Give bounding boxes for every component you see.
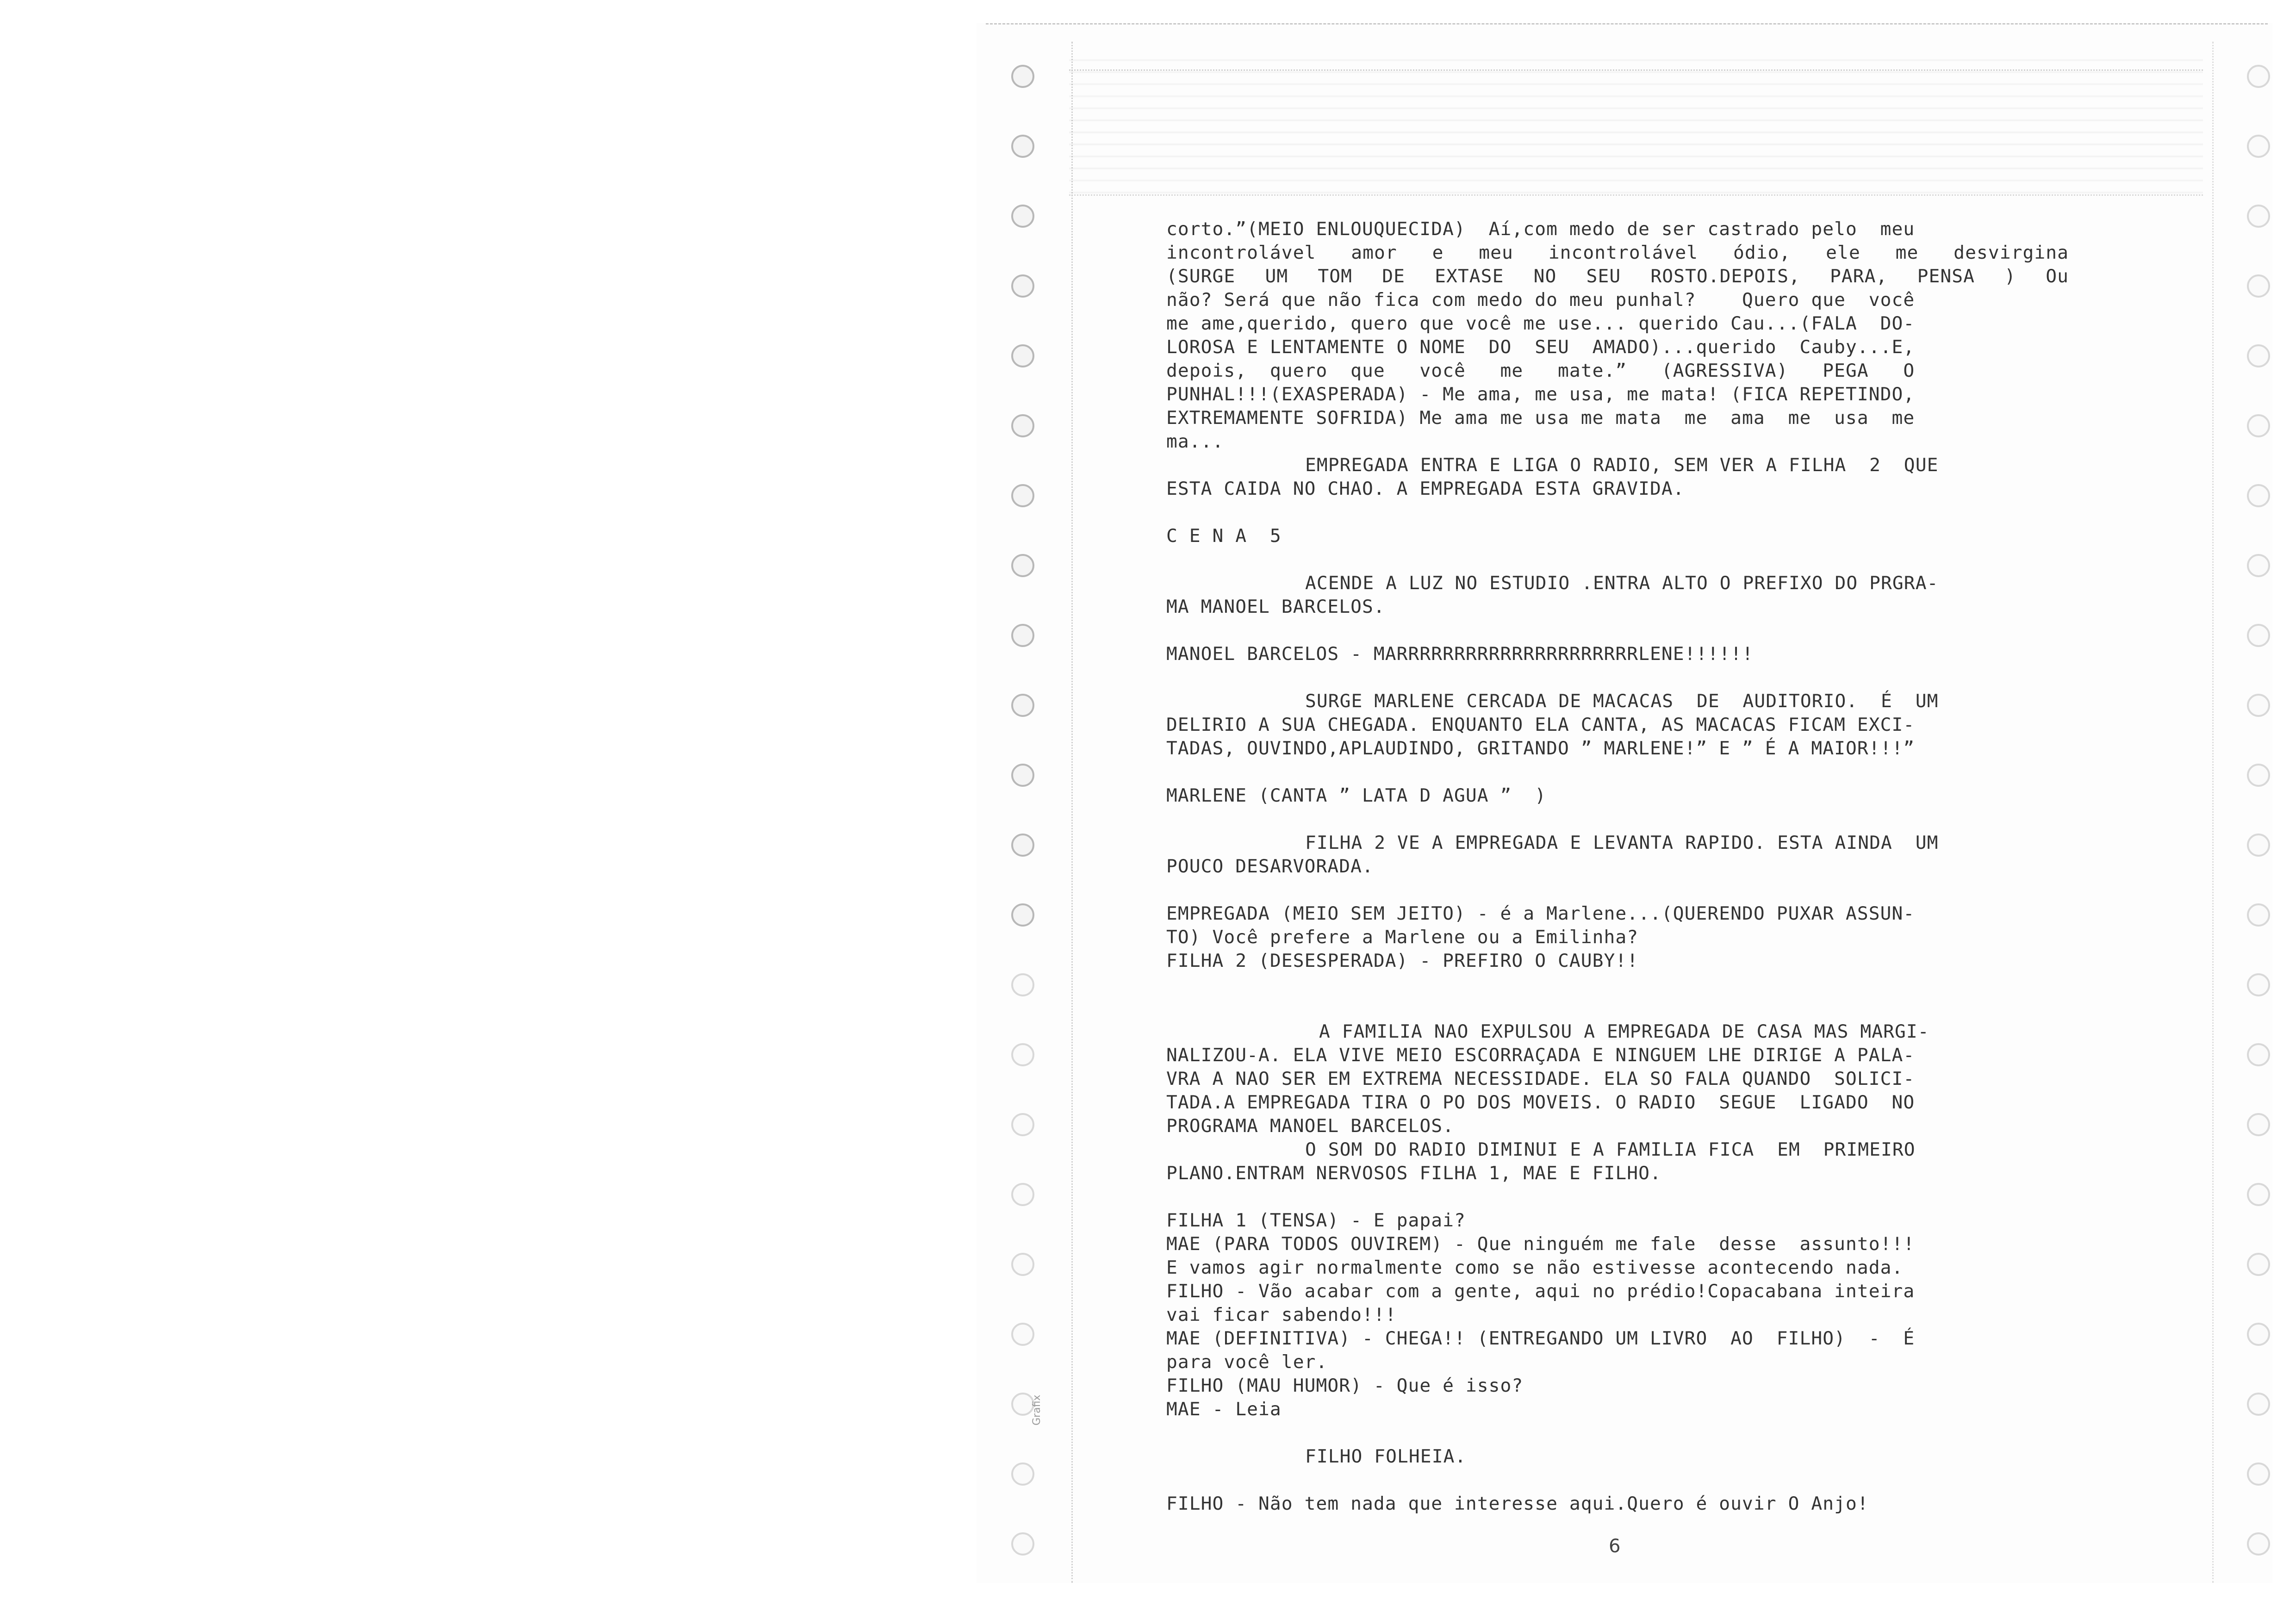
dialogue-line: FILHA 2 (DESESPERADA) - PREFIRO O CAUBY!! [1166, 950, 1639, 971]
tractor-hole [2247, 1253, 2270, 1276]
tractor-hole [2247, 1462, 2270, 1486]
stage-direction: MA MANOEL BARCELOS. [1166, 596, 1385, 617]
faded-header-area [1069, 51, 2203, 204]
tractor-strip-right [2212, 42, 2269, 1583]
blank-line [1166, 973, 2069, 996]
tractor-hole [1011, 1183, 1034, 1206]
tractor-hole [1011, 1253, 1034, 1276]
script-line: não? Será que não fica com medo do meu punhal? Quero que você [1166, 289, 1915, 311]
tractor-hole [1011, 1462, 1034, 1486]
tractor-hole [2247, 414, 2270, 437]
tractor-hole [1011, 973, 1034, 996]
tractor-hole [1011, 554, 1034, 577]
tractor-hole [2247, 484, 2270, 507]
tractor-hole [2247, 1393, 2270, 1416]
tractor-hole [2247, 135, 2270, 158]
tractor-hole [1011, 694, 1034, 717]
tractor-hole [2247, 1532, 2270, 1556]
tractor-strip-left [988, 42, 1073, 1583]
tractor-hole [2247, 694, 2270, 717]
blank-line [1166, 996, 2069, 1020]
tractor-hole [2247, 205, 2270, 228]
blank-line [1166, 878, 2069, 902]
blank-line [1166, 619, 2069, 642]
tractor-hole [2247, 1113, 2270, 1136]
tractor-hole [2247, 624, 2270, 647]
script-line: LOROSA E LENTAMENTE O NOME DO SEU AMADO)...querido Cauby...E, [1166, 336, 1915, 358]
stage-direction: TADA.A EMPREGADA TIRA O PO DOS MOVEIS. O RADIO SEGUE LIGADO NO [1166, 1092, 1915, 1113]
tractor-hole [2247, 344, 2270, 367]
tractor-hole [2247, 1043, 2270, 1066]
tractor-hole [2247, 1183, 2270, 1206]
dialogue-line: MARLENE (CANTA ” LATA D AGUA ” ) [1166, 785, 1547, 806]
tractor-hole [2247, 274, 2270, 298]
dialogue-line: MAE - Leia [1166, 1399, 1282, 1420]
blank-line [1166, 1185, 2069, 1209]
stage-direction: PLANO.ENTRAM NERVOSOS FILHA 1, MAE E FILHO. [1166, 1163, 1661, 1184]
dialogue-line: vai ficar sabendo!!! [1166, 1304, 1397, 1325]
dialogue-line: EMPREGADA (MEIO SEM JEITO) - é a Marlene...(QUERENDO PUXAR ASSUN- [1166, 903, 1915, 924]
blank-line [1166, 760, 2069, 784]
blank-line [1166, 666, 2069, 690]
tractor-hole [1011, 1532, 1034, 1556]
script-line: incontrolável amor e meu incontrolável ódio, ele me desvirgina [1166, 242, 2069, 263]
tractor-hole [1011, 344, 1034, 367]
paper-brand-stamp: Grafix [1031, 1394, 1043, 1425]
tractor-hole [1011, 1113, 1034, 1136]
script-line: ma... [1166, 431, 1224, 452]
tractor-hole [2247, 973, 2270, 996]
tractor-hole [1011, 764, 1034, 787]
stage-direction: PROGRAMA MANOEL BARCELOS. [1166, 1115, 1455, 1137]
dialogue-line: MANOEL BARCELOS - MARRRRRRRRRRRRRRRRRRRRRLENE!!!!!! [1166, 643, 1754, 665]
script-line: depois, quero que você me mate.” (AGRESSIVA) PEGA O [1166, 360, 1915, 381]
stage-direction: ACENDE A LUZ NO ESTUDIO .ENTRA ALTO O PREFIXO DO PRGRA- [1305, 572, 1939, 594]
stage-direction: VRA A NAO SER EM EXTREMA NECESSIDADE. ELA SO FALA QUANDO SOLICI- [1166, 1068, 1915, 1089]
dialogue-line: MAE (DEFINITIVA) - CHEGA!! (ENTREGANDO UM LIVRO AO FILHO) - É [1166, 1328, 1915, 1349]
stage-direction: ESTA CAIDA NO CHAO. A EMPREGADA ESTA GRAVIDA. [1166, 478, 1685, 499]
dialogue-line: TO) Você prefere a Marlene ou a Emilinha? [1166, 927, 1639, 948]
script-line: EXTREMAMENTE SOFRIDA) Me ama me usa me mata me ama me usa me [1166, 407, 1915, 429]
perforation-edge [986, 23, 2268, 25]
blank-line [1166, 548, 2069, 572]
script-line: PUNHAL!!!(EXASPERADA) - Me ama, me usa, me mata! (FICA REPETINDO, [1166, 384, 1915, 405]
stage-direction: FILHO FOLHEIA. [1305, 1446, 1467, 1467]
tractor-hole [2247, 764, 2270, 787]
script-line: corto.”(MEIO ENLOUQUECIDA) Aí,com medo de ser castrado pelo meu [1166, 218, 1915, 240]
stage-direction: SURGE MARLENE CERCADA DE MACACAS DE AUDITORIO. É UM [1305, 691, 1939, 712]
tractor-hole [1011, 903, 1034, 927]
dialogue-line: MAE (PARA TODOS OUVIREM) - Que ninguém me fale desse assunto!!! [1166, 1233, 1915, 1255]
stage-direction: TADAS, OUVINDO,APLAUDINDO, GRITANDO ” MARLENE!” E ” É A MAIOR!!!” [1166, 738, 1915, 759]
tractor-hole [1011, 834, 1034, 857]
blank-line [1166, 1421, 2069, 1445]
stage-direction: A FAMILIA NAO EXPULSOU A EMPREGADA DE CASA MAS MARGI- [1319, 1021, 1929, 1042]
dialogue-line: para você ler. [1166, 1351, 1328, 1373]
tractor-hole [1011, 1323, 1034, 1346]
stage-direction: DELIRIO A SUA CHEGADA. ENQUANTO ELA CANTA, AS MACACAS FICAM EXCI- [1166, 714, 1915, 735]
tractor-hole [2247, 903, 2270, 927]
script-text [1166, 218, 2069, 1516]
dialogue-line: FILHO - Vão acabar com a gente, aqui no prédio!Copacabana inteira [1166, 1281, 1915, 1302]
page-number: 6 [1609, 1536, 1621, 1557]
stage-direction: POUCO DESARVORADA. [1166, 856, 1374, 877]
tractor-hole [1011, 624, 1034, 647]
tractor-hole [1011, 414, 1034, 437]
tractor-hole [1011, 205, 1034, 228]
tractor-hole [1011, 1043, 1034, 1066]
script-line: (SURGE UM TOM DE EXTASE NO SEU ROSTO.DEPOIS, PARA, PENSA ) Ou [1166, 266, 2069, 287]
script-line: me ame,querido, quero que você me use... querido Cau...(FALA DO- [1166, 313, 1915, 334]
dialogue-line: FILHA 1 (TENSA) - E papai? [1166, 1210, 1466, 1231]
tractor-hole [1011, 484, 1034, 507]
blank-line [1166, 1468, 2069, 1492]
tractor-hole [1011, 135, 1034, 158]
stage-direction: FILHA 2 VE A EMPREGADA E LEVANTA RAPIDO. ESTA AINDA UM [1305, 832, 1939, 853]
dialogue-line: FILHO - Não tem nada que interesse aqui.Quero é ouvir O Anjo! [1166, 1493, 1869, 1514]
blank-line [1166, 501, 2069, 524]
stage-direction: O SOM DO RADIO DIMINUI E A FAMILIA FICA EM PRIMEIRO [1305, 1139, 1916, 1160]
dialogue-line: FILHO (MAU HUMOR) - Que é isso? [1166, 1375, 1524, 1396]
tractor-hole [2247, 554, 2270, 577]
tractor-hole [1011, 65, 1034, 88]
stage-direction: EMPREGADA ENTRA E LIGA O RADIO, SEM VER A FILHA 2 QUE [1305, 454, 1939, 476]
blank-line [1166, 808, 2069, 831]
stage-direction: NALIZOU-A. ELA VIVE MEIO ESCORRAÇADA E NINGUEM LHE DIRIGE A PALA- [1166, 1045, 1915, 1066]
scene-heading: C E N A 5 [1166, 525, 1282, 547]
dialogue-line: E vamos agir normalmente como se não estivesse acontecendo nada. [1166, 1257, 1904, 1278]
tractor-hole [2247, 1323, 2270, 1346]
tractor-hole [2247, 834, 2270, 857]
tractor-hole [1011, 274, 1034, 298]
tractor-hole [2247, 65, 2270, 88]
